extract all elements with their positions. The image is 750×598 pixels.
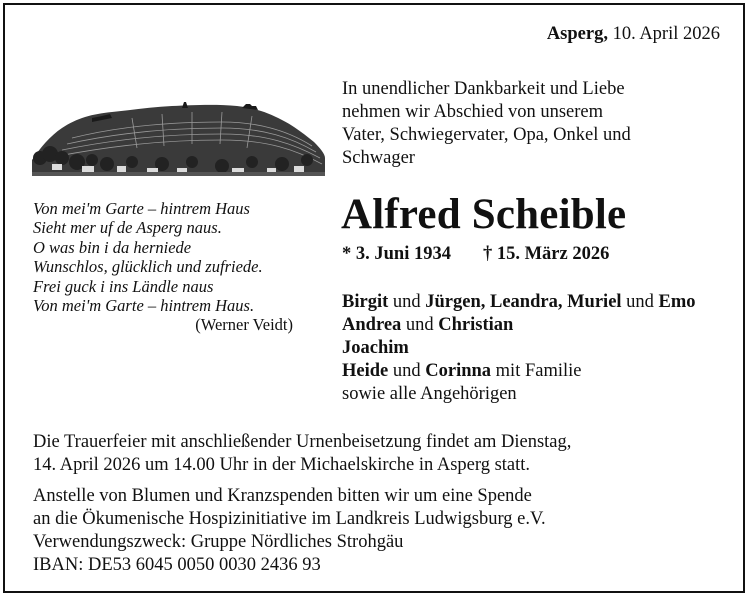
death-date: † 15. März 2026 <box>482 244 610 264</box>
mourner-name: Emo <box>658 292 696 312</box>
connector: und <box>388 361 426 381</box>
poem-line: Von mei'm Garte – hintrem Haus. <box>33 296 255 316</box>
poem <box>33 199 323 335</box>
mourners-line: sowie alle Angehörigen <box>342 384 517 404</box>
mourner-name: Christian <box>438 315 514 335</box>
life-dates <box>342 244 609 265</box>
mourner-name: Heide <box>342 361 389 381</box>
poem-line: Wunschlos, glücklich und zufriede. <box>33 257 263 277</box>
donation-line: an die Ökumenische Hospizinitiative im Landkreis Ludwigsburg e.V. <box>33 509 546 529</box>
poem-author: (Werner Veidt) <box>195 315 293 335</box>
asperg-hill-photo <box>32 98 325 176</box>
place: Asperg, <box>546 24 608 44</box>
mourner-name: Corinna <box>425 361 492 381</box>
poem-line: Frei guck i ins Ländle naus <box>33 276 214 296</box>
service-line: 14. April 2026 um 14.00 Uhr in der Michaelskirche in Asperg statt. <box>33 455 531 475</box>
service-line: Die Trauerfeier mit anschließender Urnenbeisetzung findet am Dienstag, <box>33 432 572 452</box>
mourner-name: Andrea <box>342 315 402 335</box>
deceased-name: Alfred Scheible <box>341 191 627 238</box>
place-date <box>547 24 720 45</box>
poem-line: Von mei'm Garte – hintrem Haus <box>33 199 250 218</box>
donation-line: Verwendungszweck: Gruppe Nördliches Strohgäu <box>33 532 404 552</box>
date: 10. April 2026 <box>612 24 720 44</box>
intro-line: Schwager <box>342 148 415 168</box>
connector: und <box>388 292 426 312</box>
donation-info <box>33 485 733 577</box>
mourners-line <box>342 314 737 337</box>
intro-line: In unendlicher Dankbarkeit und Liebe <box>342 79 625 99</box>
connector: mit Familie <box>491 361 582 381</box>
mourners-line <box>342 360 737 383</box>
birth-date: * 3. Juni 1934 <box>342 244 451 264</box>
connector: und <box>401 315 439 335</box>
mourners-line <box>342 291 737 314</box>
mourner-name: Birgit <box>342 292 389 312</box>
mourner-name: Jürgen, Leandra, Muriel <box>425 292 622 312</box>
connector: und <box>621 292 659 312</box>
intro-text <box>342 78 722 170</box>
funeral-service-info <box>33 431 733 477</box>
intro-line: Vater, Schwiegervater, Opa, Onkel und <box>342 125 631 145</box>
intro-line: nehmen wir Abschied von unserem <box>342 102 603 122</box>
donation-line: Anstelle von Blumen und Kranzspenden bitten wir um eine Spende <box>33 486 532 506</box>
mourners-list <box>342 291 737 406</box>
mourner-name: Joachim <box>342 338 409 358</box>
mourners-line <box>342 337 737 360</box>
poem-line: O was bin i da herniede <box>33 237 192 257</box>
poem-line: Sieht mer uf de Asperg naus. <box>33 218 222 238</box>
iban-line: IBAN: DE53 6045 0050 0030 2436 93 <box>33 555 321 575</box>
